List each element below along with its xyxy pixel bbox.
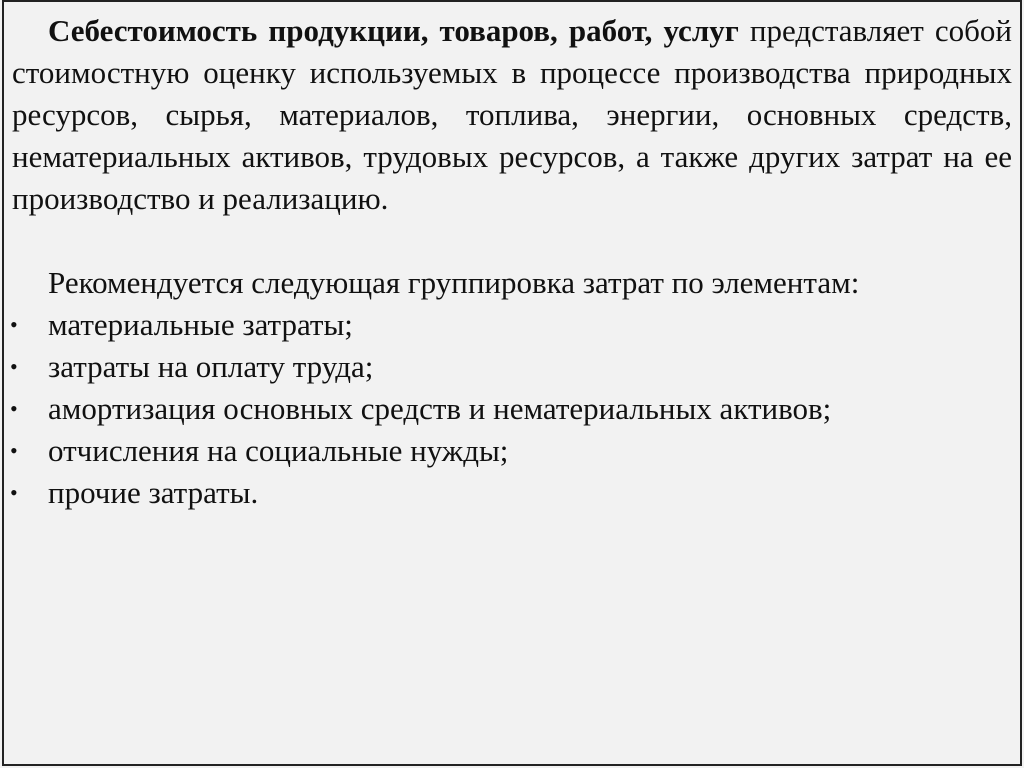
grouping-lead: Рекомендуется следующая группировка затрат по элементам: [48,265,860,300]
list-item [12,472,1012,514]
definition-text: представляет собой стоимостную оценку используемых в процессе производства природных ресурсов, сырья, материалов, топлива, энергии, основных средств, нематериальных активов, трудовых ресурсов, а также других затрат на ее производство и реализацию. [12,13,1013,216]
list-item [12,346,1012,388]
list-item-text: отчисления на социальные нужды; [48,433,509,468]
bullet-icon: • [10,354,18,379]
list-item-text: прочие затраты. [48,475,259,510]
bullet-icon: • [10,312,18,337]
list-item [12,430,1012,472]
bullet-icon: • [10,438,18,463]
list-item [12,304,1012,346]
bullet-icon: • [10,396,18,421]
list-item-text: амортизация основных средств и нематериальных активов; [48,391,832,426]
cost-elements-list [12,304,1012,514]
definition-paragraph [12,10,1012,220]
bullet-icon: • [10,480,18,505]
list-item [12,388,1012,430]
list-item-text: затраты на оплату труда; [48,349,374,384]
list-item-text: материальные затраты; [48,307,353,342]
slide-text [12,10,1012,514]
definition-term: Себестоимость продукции, товаров, работ, услуг [48,13,739,48]
